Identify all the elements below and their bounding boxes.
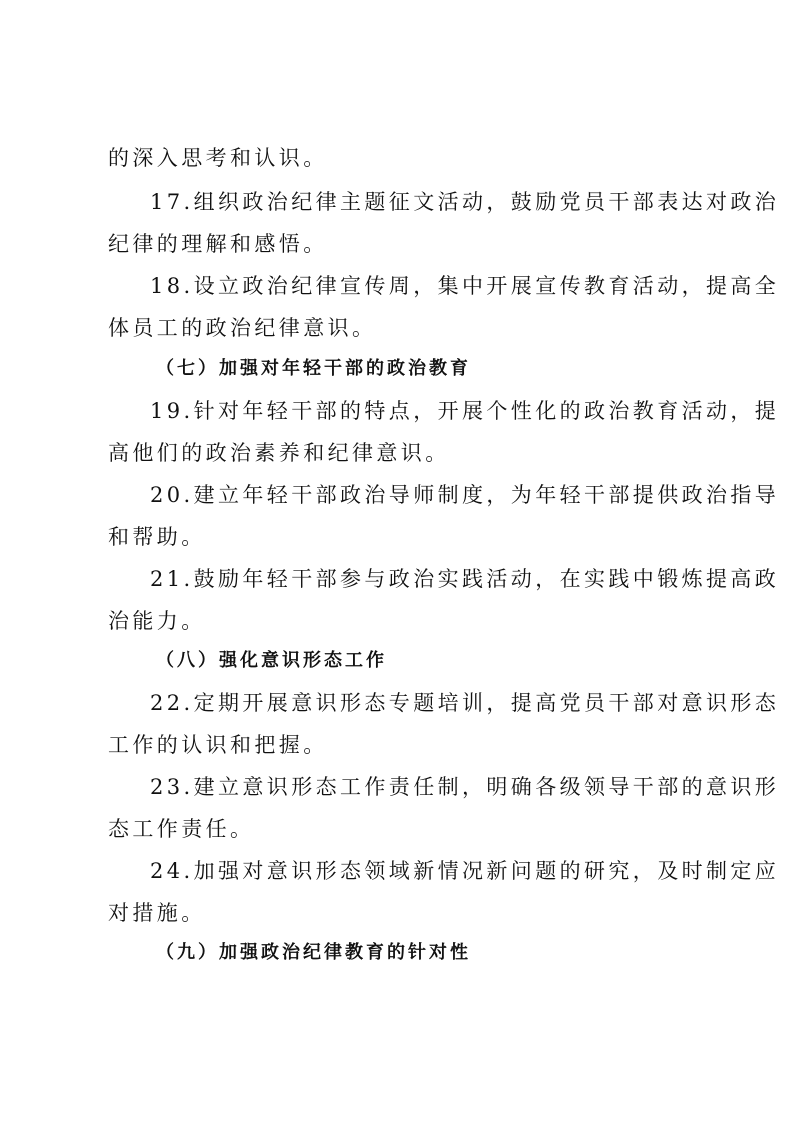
text-line: 20.建立年轻干部政治导师制度，为年轻干部提供政治指导 bbox=[150, 483, 780, 507]
text-line: 18.设立政治纪律宣传周，集中开展宣传教育活动，提高全 bbox=[150, 274, 780, 298]
text-line: 21.鼓励年轻干部参与政治实践活动，在实践中锻炼提高政 bbox=[150, 567, 780, 591]
text-line: 体员工的政治纪律意识。 bbox=[108, 316, 377, 340]
paragraph-continuation bbox=[108, 137, 698, 179]
text-line: 的深入思考和认识。 bbox=[108, 146, 328, 170]
paragraph-23 bbox=[108, 766, 780, 850]
text-line: 24.加强对意识形态领域新情况新问题的研究，及时制定应 bbox=[150, 859, 780, 883]
paragraph-19 bbox=[108, 390, 780, 474]
paragraph-22 bbox=[108, 682, 780, 766]
text-line: 工作的认识和把握。 bbox=[108, 733, 328, 757]
paragraph-24 bbox=[108, 850, 780, 934]
text-line: 高他们的政治素养和纪律意识。 bbox=[108, 441, 450, 465]
text-line: 纪律的理解和感悟。 bbox=[108, 232, 328, 256]
section-heading-9: （九）加强政治纪律教育的针对性 bbox=[156, 942, 471, 963]
text-line: 和帮助。 bbox=[108, 525, 206, 549]
paragraph-17 bbox=[108, 181, 780, 265]
text-line: 19.针对年轻干部的特点，开展个性化的政治教育活动，提 bbox=[150, 399, 780, 423]
paragraph-20 bbox=[108, 474, 780, 558]
text-line: 治能力。 bbox=[108, 609, 206, 633]
text-line: 23.建立意识形态工作责任制，明确各级领导干部的意识形 bbox=[150, 775, 780, 799]
section-heading-7: （七）加强对年轻干部的政治教育 bbox=[156, 358, 471, 379]
paragraph-21 bbox=[108, 558, 780, 642]
paragraph-18 bbox=[108, 265, 780, 349]
text-line: 22.定期开展意识形态专题培训，提高党员干部对意识形态 bbox=[150, 691, 780, 715]
text-line: 态工作责任。 bbox=[108, 817, 255, 841]
text-line: 17.组织政治纪律主题征文活动，鼓励党员干部表达对政治 bbox=[150, 190, 780, 214]
text-line: 对措施。 bbox=[108, 901, 206, 925]
section-heading-8: （八）强化意识形态工作 bbox=[156, 650, 387, 671]
